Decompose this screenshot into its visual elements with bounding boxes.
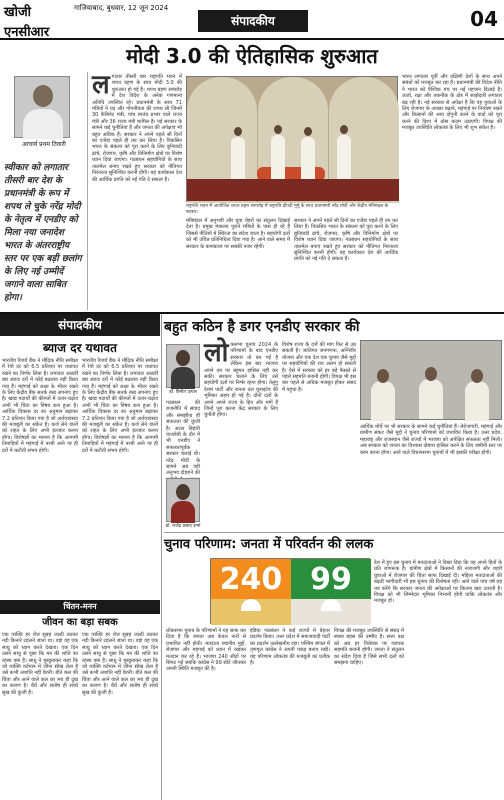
bjp-seat-count: 240 <box>219 562 283 597</box>
story2-author-photo <box>166 344 200 388</box>
lead-body-column-4: सरकार ने अपने पहले सौ दिनों का एजेंडा पहले ही तय कर लिया है। विकसित भारत के संकल्प को पूरा करने के लिए बुनियादी ढांचे, रोजगार, कृषि और विनिर्माण क्षेत्रों पर विशेष ध्यान दिया जाएगा। गठबंधन सहयोगियों के साथ तालमेल बनाए रखते हुए सरकार को नीतिगत निरंतरता सुनिश्चित करनी होगी। यह कार्यकाल देश की आर्थिक प्रगति को नई गति दे सकता है। <box>294 218 398 263</box>
chintan-band: चिंतन-मनन <box>0 600 160 614</box>
story2-body-text-1: कसभा चुनाव 2024 के परिणामों के बाद एनडीए सरकार तो बन गई है लेकिन इस बार भाजपा अपने दम पर बहुमत हासिल नहीं कर सकी। सरकार चलाने के लिए उसे सहयोगी दलों पर निर्भर रहना होगा। तेलुगु देशम पार्टी और जनता दल यूनाइटेड की भूमिका अहम हो गई है। दोनों दलों के अपने अपने राज्य के हित और मांगें हैं जिन्हें पूरा करना केंद्र सरकार के लिए चुनौती होगा। <box>204 342 278 419</box>
story2-dropcap: लो <box>204 338 229 368</box>
editorial-body-col-1: भारतीय रिजर्व बैंक ने मौद्रिक नीति समीक्षा में रेपो दर को 6.5 प्रतिशत पर यथावत रखने का निर्णय लिया है। लगातार आठवीं बार ब्याज दरों में कोई बदलाव नहीं किया गया है। महंगाई को लक्ष्य के भीतर रखने के लिए केंद्रीय बैंक सतर्क रुख अपनाए हुए है। खाद्य पदार्थों की कीमतों में उतार-चढ़ाव अभी भी चिंता का विषय बना हुआ है। आर्थिक विकास दर का अनुमान बढ़ाकर 7.2 प्रतिशत किया गया है जो अर्थव्यवस्था की मजबूती का संकेत है। कर्ज लेने वालों को राहत के लिए अभी इंतजार करना होगा। विशेषज्ञों का मानना है कि आगामी तिमाहियों में महंगाई में नरमी आने पर ही दरों में कटौती संभव होगी। <box>2 358 78 454</box>
election-result-banner <box>210 558 370 624</box>
lead-body-column-3: मंत्रिमंडल में अनुभवी और युवा चेहरों का संतुलन दिखाई देता है। प्रमुख मंत्रालय पुराने मंत्रियों के पास ही रहे हैं जिससे नीतियों में स्थिरता का संदेश जाता है। सहयोगी दलों को भी उचित प्रतिनिधित्व दिया गया है। आने वाले समय में सरकार के कामकाज पर सबकी नजर रहेगी। <box>186 218 290 250</box>
story2-body-col-2: विशेष राज्य के दर्जे की मांग फिर से उठ सकती है। जातिगत जनगणना, अग्निवीर योजना और एक देश एक चुनाव जैसे मुद्दों पर सहयोगियों की राय अलग हो सकती है। ऐसे में सरकार को हर बड़े फैसले से पहले सहमति बनानी होगी। विपक्ष भी इस बार पहले से अधिक मजबूत होकर संसद में पहुंचा है। <box>282 342 356 393</box>
author-name: आचार्य प्रथम तिवारी <box>22 141 66 148</box>
lead-photo-caption: राष्ट्रपति भवन में आयोजित शपथ ग्रहण समारोह में राष्ट्रपति द्रौपदी मुर्मू के साथ प्रधानमंत्री नरेंद्र मोदी और केंद्रीय मंत्रिमंडल के सदस्य। <box>186 204 389 215</box>
lead-photo <box>186 76 398 202</box>
lead-author-column <box>0 72 88 310</box>
story3-body-col-2: इंडिया गठबंधन ने कई राज्यों में बेहतर प्रदर्शन किया। उत्तर प्रदेश में समाजवादी पार्टी का प्रदर्शन उल्लेखनीय रहा। पश्चिम बंगाल में तृणमूल कांग्रेस ने अपनी पकड़ बनाए रखी। यह परिणाम लोकतंत्र की मजबूती का प्रतीक है। <box>250 628 330 667</box>
story2-headline: बहुत कठिन है डगर एनडीए सरकार की <box>164 319 360 335</box>
dateline: गाजियाबाद, बुधवार, 12 जून 2024 <box>74 4 169 12</box>
story3-author-photo <box>166 478 200 522</box>
editorial-headline: ब्याज दर यथावत <box>43 341 117 355</box>
story3-body-col-3: विपक्ष की मजबूत उपस्थिति से संसद में स्वस्थ बहस की उम्मीद है। सत्ता पक्ष को अब हर विधेयक पर व्यापक सहमति बनानी होगी। जनता ने संतुलन का संदेश दिया है जिसे सभी दलों को समझना चाहिए। <box>334 628 404 667</box>
newspaper-brand: खोजी एनसीआर <box>4 3 68 23</box>
page-number: 04 <box>470 7 498 31</box>
page-header <box>0 0 504 40</box>
story3-body-col-right: देश में हुए इस चुनाव में मतदाताओं ने दिखा दिया कि वह अपने हितों के प्रति जागरूक है। ग्रामीण क्षेत्रों में किसानों की नाराजगी और शहरी युवाओं में रोजगार की चिंता साफ दिखाई दी। महिला मतदाताओं की बढ़ती भागीदारी भी इस चुनाव की विशेषता रही। आने वाले पांच वर्ष यह तय करेंगे कि सरकार जनता की अपेक्षाओं पर कितना खरा उतरती है। विपक्ष को भी जिम्मेदार भूमिका निभानी होगी ताकि लोकतंत्र और मजबूत हो। <box>374 560 502 605</box>
column-divider <box>161 314 162 800</box>
lead-dropcap: ल <box>92 70 110 100</box>
editorial-band: संपादकीय <box>0 314 160 336</box>
story3-author-name: डॉ. राजेंद्र प्रसाद शर्मा <box>165 524 201 529</box>
chintan-body-col-1: एक व्यक्ति हर रोज सुबह जल्दी उठकर नदी किनारे टहलने जाता था। वहां वह एक साधु को ध्यान करते देखता। एक दिन उसने साधु से पूछा कि मन की शांति का रहस्य क्या है। साधु ने मुस्कुराकर कहा कि जो व्यक्ति वर्तमान में जीना सीख लेता है उसे कभी अशांति नहीं घेरती। बीते कल की चिंता और आने वाले कल का भय ही दुख का कारण है। धैर्य और संतोष ही सच्चे सुख की कुंजी हैं। <box>2 632 78 696</box>
editorial-body-col-2: भारतीय रिजर्व बैंक ने मौद्रिक नीति समीक्षा में रेपो दर को 6.5 प्रतिशत पर यथावत रखने का निर्णय लिया है। लगातार आठवीं बार ब्याज दरों में कोई बदलाव नहीं किया गया है। महंगाई को लक्ष्य के भीतर रखने के लिए केंद्रीय बैंक सतर्क रुख अपनाए हुए है। खाद्य पदार्थों की कीमतों में उतार-चढ़ाव अभी भी चिंता का विषय बना हुआ है। आर्थिक विकास दर का अनुमान बढ़ाकर 7.2 प्रतिशत किया गया है जो अर्थव्यवस्था की मजबूती का संकेत है। कर्ज लेने वालों को राहत के लिए अभी इंतजार करना होगा। विशेषज्ञों का मानना है कि आगामी तिमाहियों में महंगाई में नरमी आने पर ही दरों में कटौती संभव होगी। <box>82 358 158 454</box>
story3-headline: चुनाव परिणाम: जनता में परिवर्तन की ललक <box>164 537 374 552</box>
story2-author-name: डॉ. विनीत उत्पल <box>169 390 197 395</box>
divider <box>164 532 504 533</box>
lead-body-column-right: भारत लगातार पूर्वी और दक्षिणी देशों के साथ अपने संबंधों को मजबूत कर रहा है। प्रधानमंत्री की विदेश नीति ने भारत को वैश्विक मंच पर नई पहचान दिलाई है। ऊर्जा, रक्षा और तकनीक के क्षेत्र में साझेदारी लगातार बढ़ रही है। नई सरकार से अपेक्षा है कि वह युवाओं के लिए रोजगार के अवसर बढ़ाने, महंगाई पर नियंत्रण रखने और किसानों की आय दोगुनी करने के वादों को पूरा करने की दिशा में ठोस कदम उठाएगी। विपक्ष की मजबूत उपस्थिति लोकतंत्र के लिए भी शुभ संकेत है। <box>402 74 502 132</box>
bjp-result-panel <box>211 559 291 625</box>
story3-body-col-1: लोकसभा चुनाव के परिणामों ने यह साफ कर दिया है कि जनता अब केवल नारों से प्रभावित नहीं होती। मतदाता स्थानीय मुद्दों, रोजगार और महंगाई को ध्यान में रखकर मतदान कर रहे हैं। भाजपा 240 सीटों पर सिमट गई जबकि कांग्रेस ने 99 सीटें जीतकर अपनी स्थिति मजबूत की है। <box>166 628 246 673</box>
lead-headline: मोदी 3.0 की ऐतिहासिक शुरुआत <box>126 44 378 68</box>
chintan-body-col-2: एक व्यक्ति हर रोज सुबह जल्दी उठकर नदी किनारे टहलने जाता था। वहां वह एक साधु को ध्यान करते देखता। एक दिन उसने साधु से पूछा कि मन की शांति का रहस्य क्या है। साधु ने मुस्कुराकर कहा कि जो व्यक्ति वर्तमान में जीना सीख लेता है उसे कभी अशांति नहीं घेरती। बीते कल की चिंता और आने वाले कल का भय ही दुख का कारण है। धैर्य और संतोष ही सच्चे सुख की कुंजी हैं। <box>82 632 158 696</box>
lead-pullquote: स्वीकार को लगातार तीसरी बार देश के प्रधानमंत्री के रूप में शपथ ले चुके नरेंद्र मोदी के नेतृत्व में एनडीए को मिला नया जनादेश भारत के अंतरराष्ट्रीय स्तर पर एक बड़ी छलांग के लिए नई उम्मीदें जगाने वाला साबित होगा। <box>4 163 82 303</box>
chintan-headline: जीवन का बड़ा सबक <box>42 617 118 628</box>
story2-body-col-right: आर्थिक मोर्चे पर भी सरकार के सामने कई चुनौतियां हैं। बेरोजगारी, महंगाई और ग्रामीण संकट जैसे मुद्दों ने चुनाव परिणामों को प्रभावित किया है। उत्तर प्रदेश, महाराष्ट्र और राजस्थान जैसे राज्यों में भाजपा को अपेक्षित सफलता नहीं मिली। अब सरकार को जनता का विश्वास दोबारा हासिल करने के लिए जमीनी स्तर पर काम करना होगा। आने वाले विधानसभा चुनावों में भी इसकी परीक्षा होगी। <box>360 424 502 456</box>
story2-body-col-1 <box>204 338 278 530</box>
congress-seat-count: 99 <box>310 562 352 597</box>
section-label: संपादकीय <box>198 10 308 32</box>
story2-photo <box>360 340 502 420</box>
author-photo <box>14 76 70 138</box>
lead-body-text-1: गातार तीसरी बार राष्ट्रपति भवन में शपथ ग्रहण के साथ मोदी 3.0 की शुरुआत हो गई है। शपथ ग्रहण समारोह में देश विदेश के अनेक गणमान्य अतिथि उपस्थित रहे। प्रधानमंत्री के साथ 71 मंत्रियों ने पद और गोपनीयता की शपथ ली जिनमें 30 कैबिनेट मंत्री, पांच स्वतंत्र प्रभार वाले राज्य मंत्री और 36 राज्य मंत्री शामिल हैं। नई सरकार के सामने कई चुनौतियां हैं और जनता की अपेक्षाएं भी बहुत अधिक हैं। <box>92 74 182 138</box>
story2-body-col-3: गठबंधन की राजनीति में संवाद और समझौता ही सफलता की कुंजी है। अटल बिहारी वाजपेयी के दौर में भी एनडीए ने सफलतापूर्वक सरकार चलाई थी। नरेंद्र मोदी के सामने अब वही अनुभव दोहराने की <box>166 400 200 477</box>
lead-body-column-1 <box>92 70 183 310</box>
congress-result-panel <box>291 559 371 625</box>
lead-body-text-2: सरकार ने अपने पहले सौ दिनों का एजेंडा पहले ही तय कर लिया है। विकसित भारत के संकल्प को पूरा करने के लिए बुनियादी ढांचे, रोजगार, कृषि और विनिर्माण क्षेत्रों पर विशेष ध्यान दिया जाएगा। गठबंधन सहयोगियों के साथ तालमेल बनाए रखते हुए सरकार को नीतिगत निरंतरता सुनिश्चित करनी होगी। यह कार्यकाल देश की आर्थिक प्रगति को नई गति दे सकता है। <box>92 131 183 183</box>
